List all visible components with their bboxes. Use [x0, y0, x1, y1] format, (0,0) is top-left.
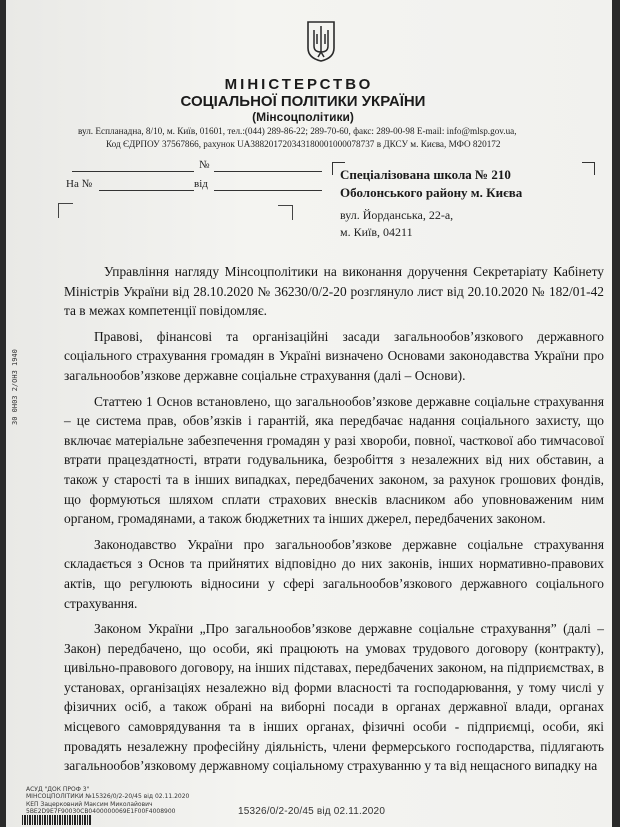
address-corner-left [58, 203, 73, 218]
recipient-street: вул. Йорданська, 22-а, [340, 208, 454, 222]
paragraph-1: Управління нагляду Мінсоцполітики на виконання доручення Секретаріату Кабінету Міністрів України від 28.10.2020 № 36230/0/2-20 розглянуло лист від 20.10.2020 № 182/01-42 та в межах компетенції повідомляє. [64, 264, 604, 319]
ministry-bank-details: Код ЄДРПОУ 37567866, рахунок UA388201720343180001000078737 в ДКСУ м. Києва, МФО 820172 [106, 139, 501, 149]
outgoing-number-line [214, 171, 322, 172]
side-code: 30 0Н03 2/ОН3 1940 [11, 349, 19, 425]
on-number-label: На № [66, 178, 93, 190]
incoming-number-line [99, 190, 194, 191]
barcode-icon [22, 815, 92, 825]
paragraph-5 [64, 619, 604, 776]
recipient-address [340, 207, 453, 241]
letter-page [6, 0, 612, 827]
recipient-city: м. Київ, 04211 [340, 225, 413, 239]
stamp-line-2: МІНСОЦПОЛІТИКИ №15326/0/2-20/45 від 02.11.2020 [26, 793, 190, 801]
ministry-title: МІНІСТЕРСТВО [224, 76, 374, 93]
ministry-address: вул. Еспланадна, 8/10, м. Київ, 01601, тел.:(044) 289-86-22; 289-70-60, факс: 289-00-98 E-mail: info@mlsp.gov.ua, [78, 126, 517, 136]
paragraph-2: Правові, фінансові та організаційні засади загальнообов’язкового державного соціального страхування громадян в Україні визначено Основами законодавства України про загальнообов’язкове державне соціальне страхування (далі – Основи). [64, 328, 604, 383]
from-label: від [194, 178, 208, 190]
recipient-corner-right [582, 162, 595, 175]
ministry-short-name: (Мінсоцполітики) [252, 110, 354, 124]
recipient-name [340, 166, 580, 202]
coat-of-arms-icon [306, 20, 336, 62]
electronic-signature-stamp [26, 786, 189, 816]
paragraph-4: Законодавство України про загальнообов’язкове державне соціальне страхування складається з Основ та прийнятих відповідно до них законів, інших нормативно-правових актів, що регулюють відносини у сфері загальнообов’язкового державного соціального страхування. [64, 536, 604, 611]
outgoing-date-line [72, 171, 194, 172]
registration-number: 15326/0/2-20/45 від 02.11.2020 [238, 806, 386, 817]
number-sign: № [199, 159, 210, 171]
recipient-line-2: Оболонського району м. Києва [340, 185, 523, 200]
stamp-line-4: 5BE2D9E7F90030CB0400000069E1F00F4008900 [26, 808, 176, 816]
letter-body [64, 262, 604, 782]
stamp-line-1: АСУД "ДОК ПРОФ 3" [26, 786, 90, 793]
incoming-date-line [214, 190, 322, 191]
address-corner-right [278, 205, 293, 220]
ministry-subtitle: СОЦІАЛЬНОЇ ПОЛІТИКИ УКРАЇНИ [180, 93, 426, 110]
paragraph-5-tail: та від нещасного випадку на [434, 758, 598, 774]
stamp-line-3: КЕП Зацерковний Максим Миколайович [26, 800, 153, 808]
paragraph-5-text: Законом України „Про загальнообов’язкове державне соціальне страхування” (далі – Закон) передбачено, що особи, які працюють на умовах трудового договору (контракту), цивільно-правового договору, на інших підставах, передбачених законом, на підприємствах, в установах, організаціях незалежно від форми власності та господарювання, у тому числі у фізичних осіб, а також обрані на виборні посади в органах державної влади, органах місцевого самоврядування та в інших органах, фізичні особи - підприємці, особи, які провадять незалежну професійну діяльність, члени фермерського господарства, підлягають загальнообов’язковому державному соціальному страхуванню у [64, 621, 604, 774]
recipient-line-1: Спеціалізована школа № 210 [340, 167, 511, 182]
paragraph-3: Статтею 1 Основ встановлено, що загальнообов’язкове державне соціальне страхування – це система прав, обов’язків і гарантій, яка передбачає надання соціального захисту, що включає матеріальне забезпечення громадян у разі хвороби, повної, часткової або тимчасової втрати працездатності, втрати годувальника, безробіття з незалежних від них обставин, а також у старості та в інших випадках, передбачених законом, за рахунок грошових фондів, що формуються шляхом сплати страхових внесків власником або уповноваженим ним органом, громадянами, а також бюджетних та інших джерел, передбачених законом. [64, 393, 604, 527]
